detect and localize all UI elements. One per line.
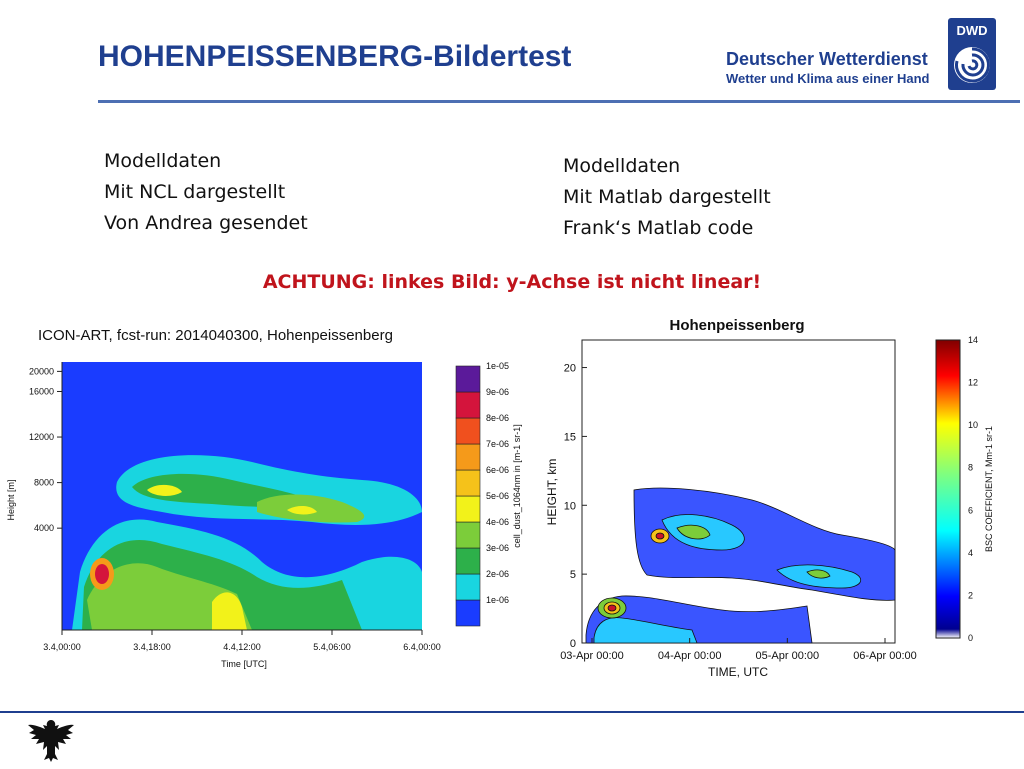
ncl-colorbar-tick-label: 7e-06 [486,439,510,449]
ncl-colorbar-swatch [456,522,480,548]
dwd-badge-text: DWD [956,23,988,38]
ncl-x-ticks [43,630,441,652]
federal-eagle-icon [26,716,76,769]
matlab-y-tick-label: 5 [569,569,576,582]
ncl-y-tick-label: 16000 [28,386,54,397]
ncl-colorbar-tick-label: 6e-06 [486,465,510,475]
left-note-line: Von Andrea gesendet [104,212,308,234]
matlab-colorbar-tick-label: 14 [968,335,979,345]
matlab-x-label: TIME, UTC [708,665,768,679]
matlab-x-tick-label: 06-Apr 00:00 [853,650,917,662]
ncl-colorbar-swatch [456,548,480,574]
ncl-colorbar-tick-label: 9e-06 [486,387,510,397]
ncl-colorbar-tick-label: 5e-06 [486,491,510,501]
dwd-logo [948,18,996,90]
matlab-chart [540,310,1024,690]
ncl-x-tick-label: 3.4,00:00 [43,642,81,652]
right-notes [563,151,771,244]
matlab-x-tick-label: 05-Apr 00:00 [755,650,820,662]
matlab-y-tick-label: 10 [563,500,576,513]
matlab-colorbar-ticks [968,335,978,643]
left-notes [104,146,308,239]
matlab-colorbar-tick-label: 6 [968,505,974,516]
ncl-x-tick-label: 5.4,06:00 [313,642,351,652]
ncl-colorbar-swatch [456,574,480,600]
ncl-colorbar-swatch [456,496,480,522]
dwd-name: Deutscher Wetterdienst [726,49,928,69]
right-note-line: Mit Matlab dargestellt [563,186,771,208]
matlab-y-tick-label: 20 [563,362,576,375]
ncl-colorbar-swatch [456,444,480,470]
footer-rule [0,711,1024,713]
ncl-colorbar-swatch [456,600,480,626]
matlab-chart-title: Hohenpeissenberg [669,317,805,334]
matlab-colorbar-tick-label: 4 [968,547,974,558]
ncl-x-tick-label: 3.4,18:00 [133,642,171,652]
ncl-x-tick-label: 6.4,00:00 [403,642,441,652]
ncl-colorbar-swatch [456,418,480,444]
left-note-line: Modelldaten [104,150,222,172]
matlab-colorbar-tick-label: 0 [968,633,974,643]
ncl-colorbar-tick-label: 1e-06 [486,595,510,605]
ncl-x-tick-label: 4.4,12:00 [223,642,261,652]
ncl-chart [0,300,540,680]
ncl-colorbar-tick-label: 2e-06 [486,569,510,579]
matlab-x-tick-label: 03-Apr 00:00 [560,650,624,662]
ncl-colorbar-tick-label: 3e-06 [486,543,510,553]
ncl-y-tick-label: 8000 [33,477,54,488]
ncl-y-tick-label: 12000 [28,432,54,443]
ncl-y-tick-label: 4000 [33,523,54,534]
ncl-colorbar-swatch [456,366,480,392]
ncl-y-tick-label: 20000 [28,366,54,377]
ncl-colorbar-tick-label: 8e-06 [486,413,510,423]
header-rule [98,100,1020,103]
right-note-line: Modelldaten [563,155,681,177]
matlab-y-tick-label: 0 [569,638,576,650]
warning-text: ACHTUNG: linkes Bild: y-Achse ist nicht linear! [262,271,762,293]
matlab-colorbar-tick-label: 10 [968,420,979,431]
ncl-colorbar-tick-label: 4e-06 [486,517,510,527]
dwd-spiral-icon [954,47,990,83]
ncl-x-label: Time [UTC] [221,659,267,669]
ncl-colorbar-swatch [456,392,480,418]
ncl-colorbar-swatch [456,470,480,496]
matlab-y-label: HEIGHT, km [545,458,559,526]
slide-title: HOHENPEISSENBERG-Bildertest [98,40,572,73]
matlab-colorbar-tick-label: 8 [968,462,974,473]
matlab-y-tick-label: 15 [563,431,576,444]
matlab-x-tick-label: 04-Apr 00:00 [657,650,722,662]
ncl-y-ticks [29,366,62,533]
matlab-colorbar-label: BSC COEFFICIENT, Mm-1 sr-1 [984,425,994,553]
ncl-y-label: Height [m] [6,479,16,521]
matlab-colorbar-tick-label: 2 [968,590,974,601]
matlab-colorbar-tick-label: 12 [968,377,979,388]
right-note-line: Frank‘s Matlab code [563,217,754,239]
matlab-colorbar [936,340,960,638]
ncl-chart-title: ICON-ART, fcst-run: 2014040300, Hohenpeissenberg [38,327,393,344]
left-note-line: Mit NCL dargestellt [104,181,286,203]
ncl-colorbar-tick-label: 1e-05 [486,361,510,371]
dwd-tagline: Wetter und Klima aus einer Hand [726,71,930,86]
ncl-colorbar [456,361,509,626]
ncl-colorbar-label: cell_dust_1064nm in [m-1 sr-1] [512,424,522,548]
